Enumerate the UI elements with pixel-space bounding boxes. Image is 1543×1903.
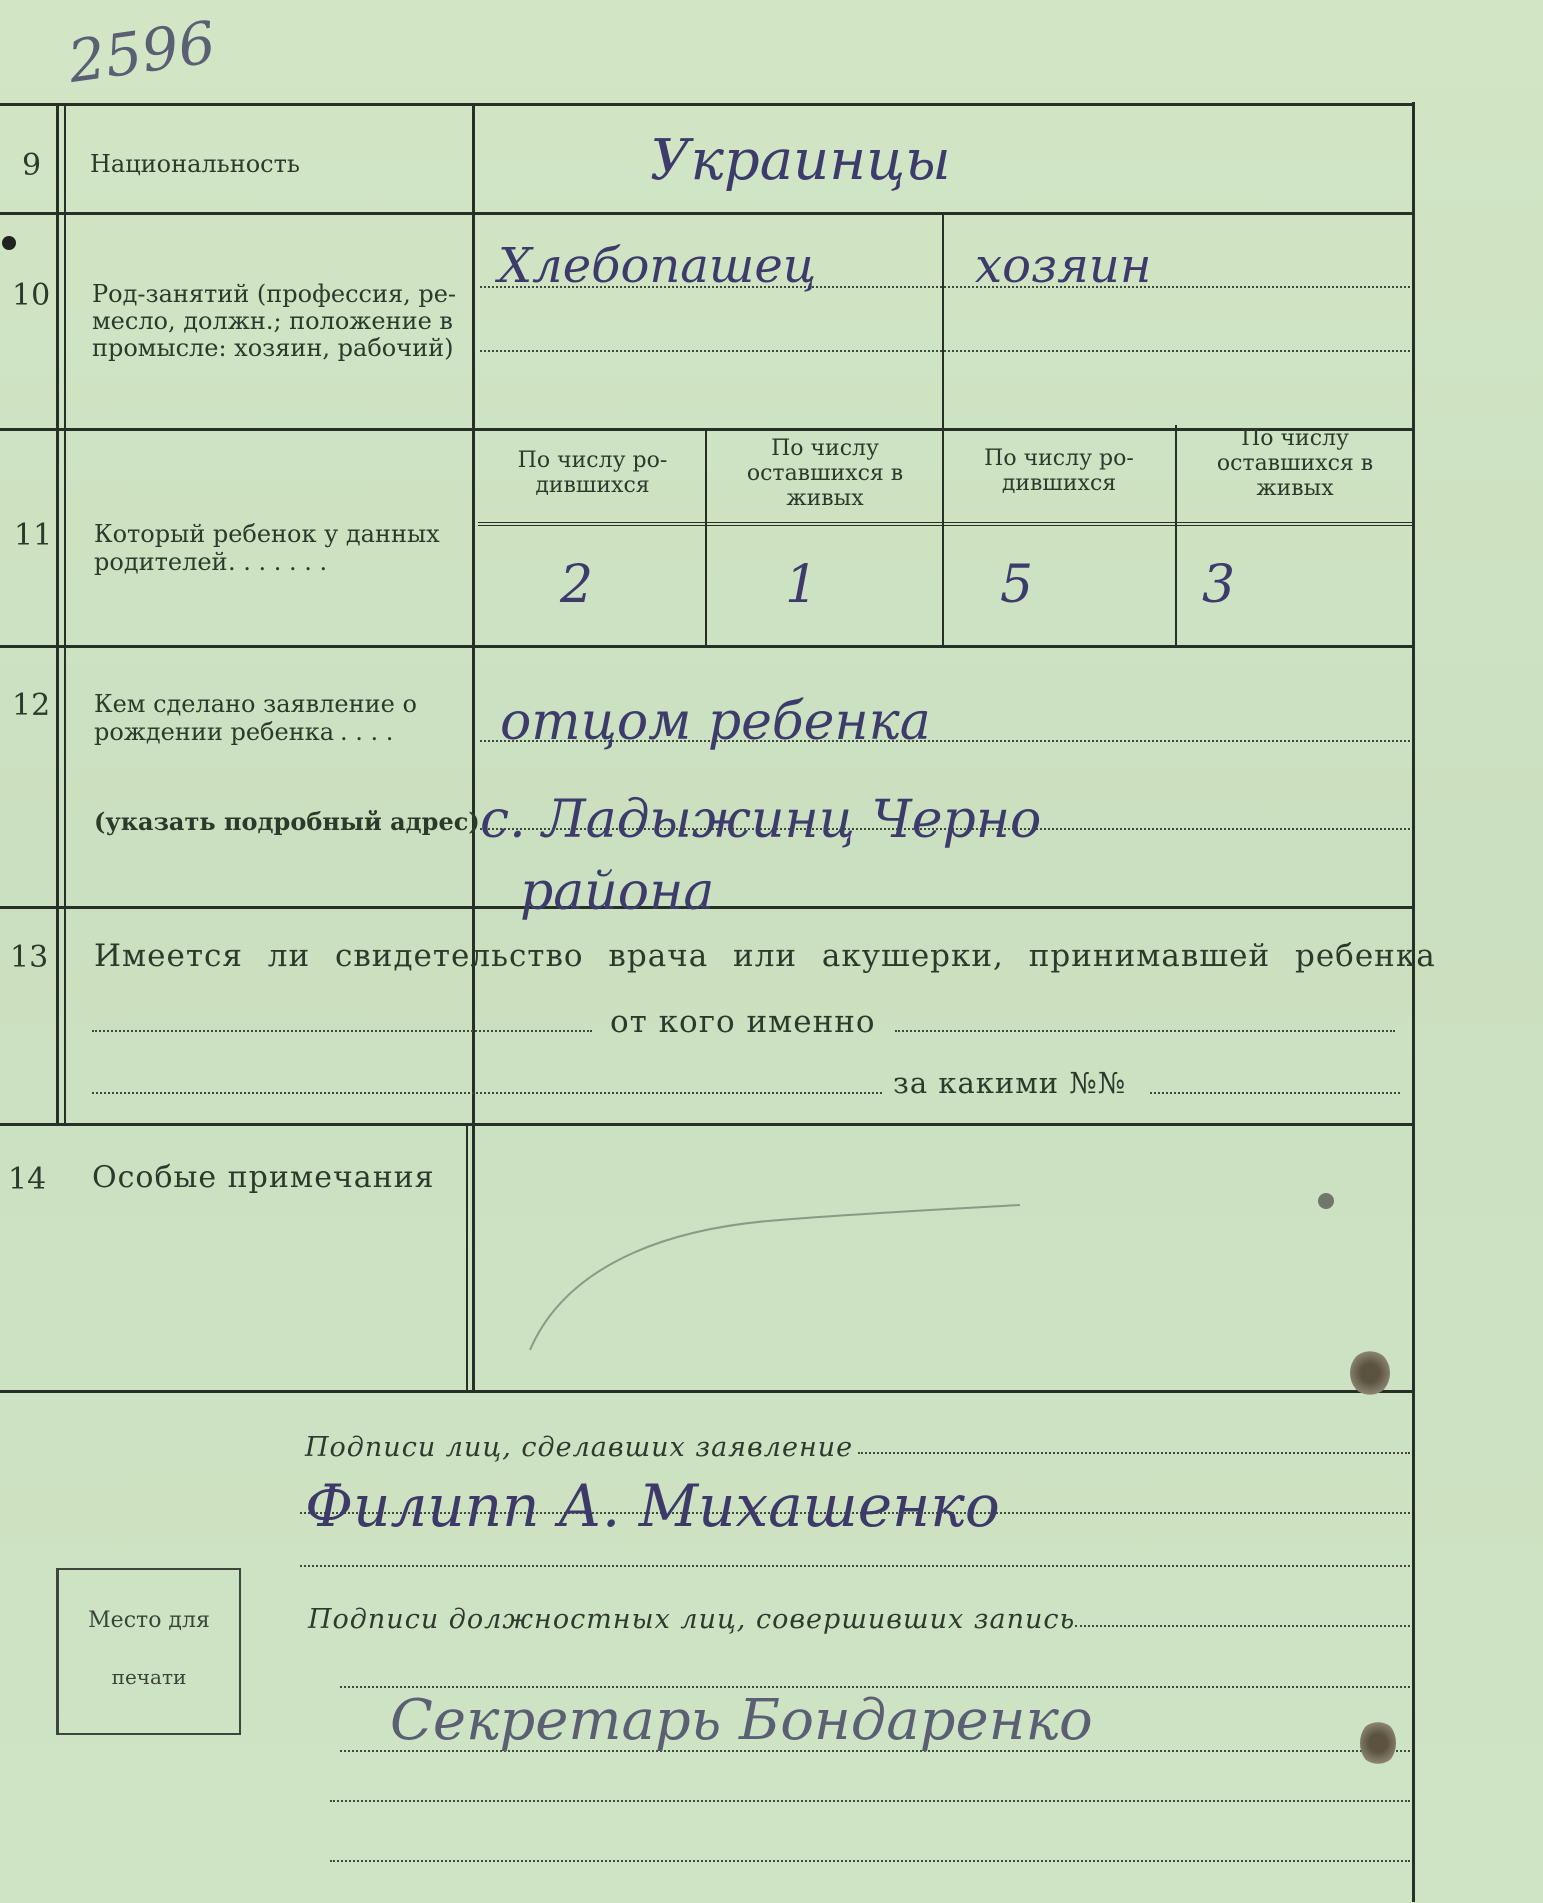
field-label: Национальность bbox=[90, 150, 300, 178]
row11-bottom bbox=[0, 645, 1415, 648]
archive-number: 2596 bbox=[63, 8, 220, 96]
column-header-line: оставшихся в bbox=[746, 461, 904, 486]
handwritten-value: с. Ладыжинц Черно bbox=[480, 790, 1042, 850]
column-header bbox=[1178, 426, 1412, 501]
field-label-line: (указать подробный адрес) bbox=[94, 807, 480, 836]
row-number: 12 bbox=[12, 688, 51, 723]
handwritten-value: Хлебопашец bbox=[498, 238, 817, 294]
punch-hole bbox=[1360, 1720, 1396, 1766]
column-header-line: По числу ро- bbox=[517, 448, 668, 473]
field-label-line: месло, должн.; положение в bbox=[92, 307, 453, 335]
column-header bbox=[480, 448, 705, 498]
stamp-place-label: Место для bbox=[88, 1608, 210, 1633]
column-header bbox=[710, 436, 940, 511]
handwritten-count: 3 bbox=[1202, 555, 1236, 615]
fill-line bbox=[300, 1565, 1410, 1567]
ink-dot bbox=[1318, 1193, 1334, 1209]
ink-dot bbox=[2, 236, 16, 250]
row-number: 10 bbox=[12, 278, 51, 313]
row14-bottom bbox=[0, 1390, 1415, 1393]
row-number: 13 bbox=[10, 940, 49, 975]
column-header-line: дившихся bbox=[535, 473, 650, 498]
row11-col-divider bbox=[1175, 425, 1177, 645]
left-border bbox=[56, 105, 59, 1125]
column-header bbox=[945, 446, 1173, 496]
stamp-place-label: печати bbox=[111, 1665, 187, 1689]
column-header-line: По числу bbox=[1241, 426, 1349, 451]
stamp-place-box bbox=[56, 1568, 241, 1735]
fill-line bbox=[92, 1030, 592, 1032]
handwritten-count: 1 bbox=[785, 555, 819, 615]
row11-head-bottom bbox=[478, 522, 1413, 526]
field-label-line: промысле: хозяин, рабочий) bbox=[92, 334, 454, 362]
row11-col-divider bbox=[942, 428, 944, 645]
handwritten-count: 5 bbox=[1000, 555, 1034, 615]
handwritten-count: 2 bbox=[560, 555, 594, 615]
row-number: 9 bbox=[22, 148, 42, 183]
row-number: 14 bbox=[8, 1162, 47, 1197]
fill-line bbox=[858, 1452, 1410, 1454]
pencil-mark bbox=[520, 1160, 1040, 1360]
column-header-line: По числу ро- bbox=[984, 446, 1134, 471]
row13-bottom bbox=[0, 1123, 1415, 1126]
label-column-divider bbox=[472, 105, 475, 1390]
left-border-inner bbox=[64, 105, 66, 1125]
field-label-line: Род-занятий (профессия, ре- bbox=[92, 280, 457, 308]
top-border bbox=[0, 103, 1415, 106]
field-label-line: Кем сделано заявление о bbox=[94, 690, 417, 718]
row9-bottom bbox=[0, 212, 1415, 215]
field-label-line: родителей bbox=[94, 548, 228, 576]
question-text: от кого именно bbox=[610, 1004, 876, 1040]
fill-line bbox=[330, 1860, 1410, 1862]
signature-label: Подписи лиц, сделавших заявление bbox=[305, 1432, 854, 1463]
handwritten-value: хозяин bbox=[975, 238, 1152, 294]
row10-value-divider bbox=[942, 213, 944, 428]
fill-line bbox=[92, 1092, 882, 1094]
fill-line bbox=[895, 1030, 1395, 1032]
fill-line bbox=[1150, 1092, 1400, 1094]
column-header-line: живых bbox=[786, 486, 864, 511]
label-leader-dots: . . . . bbox=[340, 718, 394, 746]
column-header-line: оставшихся в bbox=[1216, 451, 1374, 476]
applicant-signature: Филипп А. Михашенко bbox=[305, 1472, 1000, 1540]
punch-hole bbox=[1350, 1350, 1390, 1396]
row14-divider bbox=[466, 1125, 468, 1390]
right-border bbox=[1412, 102, 1415, 1902]
question-text: Имеется ли свидетельство врача или акушерки, принимавшей ребенка bbox=[94, 938, 1436, 974]
question-text: за какими №№ bbox=[893, 1066, 1127, 1100]
field-label: Особые примечания bbox=[92, 1160, 435, 1195]
row-number: 11 bbox=[14, 518, 53, 553]
official-signature: Секретарь Бондаренко bbox=[390, 1688, 1093, 1753]
signature-label: Подписи должностных лиц, совершивших запись bbox=[308, 1604, 1076, 1635]
field-label-line: Который ребенок у данных bbox=[94, 520, 440, 548]
label-leader-dots: . . . . . . . bbox=[228, 548, 328, 576]
row11-col-divider bbox=[705, 430, 707, 645]
fill-line bbox=[1075, 1625, 1410, 1627]
handwritten-value: района bbox=[520, 862, 715, 922]
column-header-line: живых bbox=[1256, 476, 1334, 501]
handwritten-value: отцом ребенка bbox=[500, 692, 931, 752]
fill-line bbox=[480, 350, 1410, 352]
fill-line bbox=[330, 1800, 1410, 1802]
column-header-line: По числу bbox=[771, 436, 879, 461]
handwritten-value: Украинцы bbox=[650, 128, 951, 193]
field-label-line: рождении ребенка bbox=[94, 718, 335, 746]
column-header-line: дившихся bbox=[1001, 471, 1117, 496]
